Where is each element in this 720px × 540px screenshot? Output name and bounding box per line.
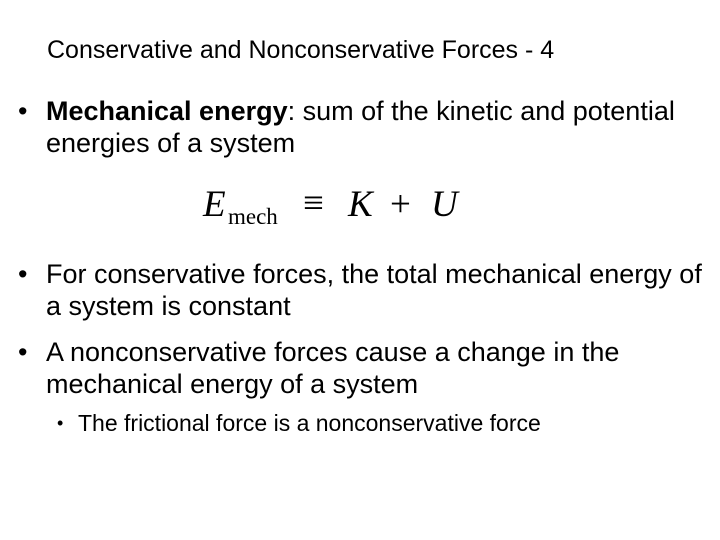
bullet-text: For conservative forces, the total mechanical energy of a system is constant [46,259,702,321]
equation-kinetic-term: K [348,184,373,225]
sub-bullet-dot: • [57,413,64,433]
equation-subscript: mech [228,204,278,229]
bullet-text [46,95,706,159]
equation-equiv-sign: ≡ [303,183,324,224]
bullet-dot: • [18,337,28,367]
bullet-dot: • [18,96,28,126]
sub-bullet-text: The frictional force is a nonconservative force [78,410,541,436]
bullet-definition: : sum of the kinetic and potential energies of a system [46,96,675,158]
bullet-dot: • [18,259,28,289]
equation-plus-sign: + [390,184,411,225]
bullet-term: Mechanical energy [46,96,288,126]
bullet-text: A nonconservative forces cause a change in the mechanical energy of a system [46,337,620,399]
equation-potential-term: U [431,184,458,225]
equation-e-symbol: E [203,184,226,225]
slide-title: Conservative and Nonconservative Forces - 4 [47,36,555,64]
